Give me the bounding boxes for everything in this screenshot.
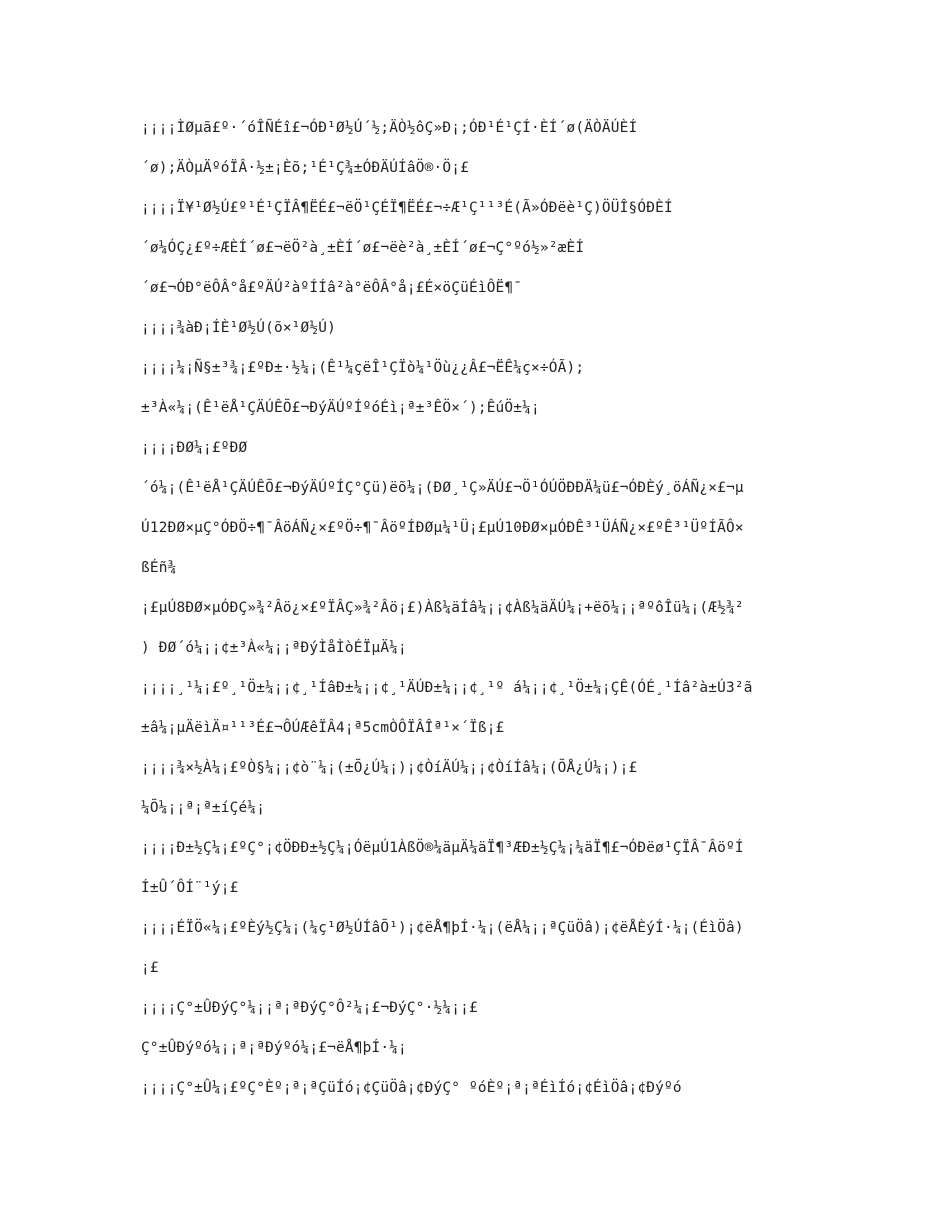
text-line: ¡£ [141,960,159,976]
text-line: ´ø£¬ÓÐ°ëÔÂ°å£ºÄÚ²àºÍÍâ²à°ëÔÂ°å¡£É×öÇüÉìÔË¶¯ [141,280,523,296]
text-line: ´ó¼¡(Ê¹ëÅ¹ÇÄÚÊÕ£¬ÐýÄÚºÍÇ°Çü)ëõ¼¡(ÐØ¸¹Ç»ÄÚ£¬Ö¹ÓÚÖÐÐÄ¼ü£¬ÓÐÈý¸öÁÑ¿×£¬µ [141,480,744,496]
text-line: ßÉñ¾ [141,560,177,576]
text-line: ) ÐØ´ó¼¡¡¢±³À«¼¡¡ªÐýÌåÌòÉÏµÄ¼¡ [141,640,407,656]
text-line: Ú12ÐØ×µÇ°ÓÐÖ÷¶¯ÂöÁÑ¿×£ºÖ÷¶¯ÂöºÍÐØµ¼¹Ü¡£µÚ10ÐØ×µÓÐÊ³¹ÜÁÑ¿×£ºÊ³¹ÜºÍÃÔ× [141,520,744,536]
text-line: ¼Õ¼¡¡ª¡ª±íÇé¼¡ [141,800,266,816]
text-line: ±â¼¡µÄëìÄ¤¹¹³É£¬ÔÚÆêÏÂ4¡ª5cmÒÔÏÂÎª¹×´Ïß¡£ [141,720,505,736]
text-line: ¡¡¡¡Ç°±ÛÐýÇ°¼¡¡ª¡ªÐýÇ°Ô²¼¡£¬ÐýÇ°·½¼¡¡£ [141,1000,478,1016]
text-line: ¡¡¡¡ÉÏÖ«¼¡£ºÈý½Ç¼¡(¼ç¹Ø½ÚÍâÕ¹)¡¢ëÅ¶þÍ·¼¡(ëÅ¼¡¡ªÇüÖâ)¡¢ëÅÈýÍ·¼¡(ÉìÖâ) [141,920,744,936]
text-line: ´ø¼ÓÇ¿£º÷ÆÈÍ´ø£¬ëÖ²à¸±ÈÍ´ø£¬ëè²à¸±ÈÍ´ø£¬Ç°ºó½»²æÈÍ [141,240,585,256]
text-line: ¡¡¡¡¸¹¼¡£º¸¹Ö±¼¡¡¢¸¹ÍâÐ±¼¡¡¢¸¹ÄÚÐ±¼¡¡¢¸¹º á¼¡¡¢¸¹Ö±¼¡ÇÊ(ÓÉ¸¹Íâ²à±Ú3²ã [141,680,753,696]
document-body [141,108,811,1108]
text-line: ±³À«¼¡(Ê¹ëÅ¹ÇÄÚÊÕ£¬ÐýÄÚºÍºóÉì¡ª±³ÊÖ×´);ÊúÖ±¼¡ [141,400,540,416]
text-line: ¡£µÚ8ÐØ×µÓÐÇ»¾²Âö¿×£ºÏÂÇ»¾²Âö¡£)Àß¼äÍâ¼¡¡¢Àß¼äÄÚ¼¡+ëõ¼¡¡ªºôÎü¼¡(Æ½¾² [141,600,744,616]
text-line: Ç°±ÛÐýºó¼¡¡ª¡ªÐýºó¼¡£¬ëÅ¶þÍ·¼¡ [141,1040,407,1056]
text-line: ¡¡¡¡ÌØµã£º·´óÎÑÉî£¬ÓÐ¹Ø½Ú´½;ÄÒ½ôÇ»Ð¡;ÓÐ¹É¹ÇÍ·ÈÍ´ø(ÄÒÄÚÈÍ [141,120,638,136]
text-line: ¡¡¡¡Ç°±Û¼¡£ºÇ°Èº¡ª¡ªÇüÍó¡¢ÇüÖâ¡¢ÐýÇ° ºóÈº¡ª¡ªÉìÍó¡¢ÉìÖâ¡¢Ðýºó [141,1080,682,1096]
text-line: Í±Û´ÔÍ¨¹ý¡£ [141,880,239,896]
text-line: ´ø);ÄÒµÄºóÏÂ·½±¡Èõ;¹É¹Ç¾±ÓÐÄÚÍâÖ®·Ö¡£ [141,160,469,176]
text-line: ¡¡¡¡ÐØ¼¡£ºÐØ [141,440,248,456]
text-line: ¡¡¡¡¾àÐ¡ÍÈ¹Ø½Ú(õ×¹Ø½Ú) [141,320,337,336]
text-line: ¡¡¡¡¾×½À¼¡£ºÒ§¼¡¡¢ò¨¼¡(±Õ¿Ú¼¡)¡¢ÒíÄÚ¼¡¡¢ÒíÍâ¼¡(ÕÅ¿Ú¼¡)¡£ [141,760,638,776]
text-line: ¡¡¡¡Ï¥¹Ø½Ú£º¹É¹ÇÏÂ¶ËÉ£¬ëÖ¹ÇÉÏ¶ËÉ£¬÷Æ¹Ç¹¹³É(Ã»ÓÐëè¹Ç)ÖÜÎ§ÓÐÈÍ [141,200,673,216]
text-line: ¡¡¡¡Ð±½Ç¼¡£ºÇ°¡¢ÖÐÐ±½Ç¼¡ÓëµÚ1ÀßÖ®¼äµÄ¼äÏ¶³ÆÐ±½Ç¼¡¼äÏ¶£¬ÓÐëø¹ÇÏÂ¯ÂöºÍ [141,840,744,856]
text-line: ¡¡¡¡¼¡Ñ§±³¾¡£ºÐ±·½¼¡(Ê¹¼çëÎ¹ÇÏò¼¹Öù¿¿Â£¬ËÊ¼ç×÷ÓÃ); [141,360,585,376]
